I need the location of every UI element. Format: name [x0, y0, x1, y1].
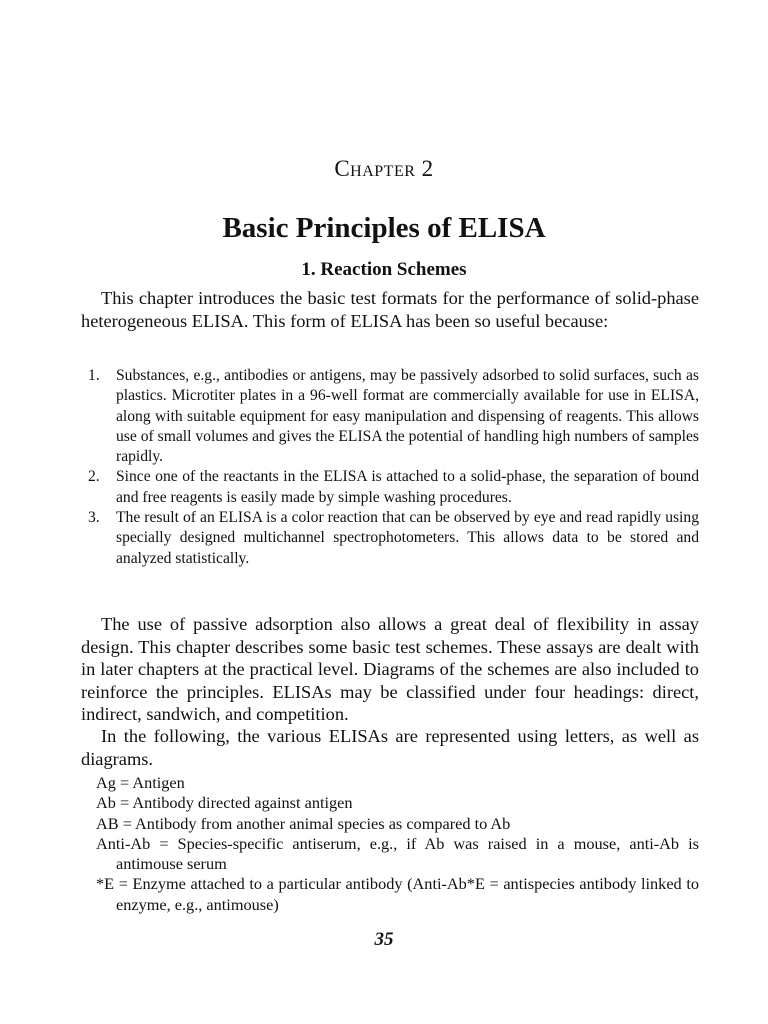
reason-number: 3.	[88, 509, 100, 527]
definition-item: AB = Antibody from another animal species as compared to Ab	[96, 813, 511, 833]
intro-paragraph: This chapter introduces the basic test formats for the performance of solid-phase heterogeneous ELISA. This form of ELISA has been so useful because:	[81, 288, 699, 331]
definition-item: Ab = Antibody directed against antigen	[96, 793, 353, 813]
reasons-list	[88, 366, 699, 569]
definition-item: Ag = Antigen	[96, 773, 185, 792]
reason-number: 1.	[88, 367, 100, 384]
reason-item	[88, 366, 699, 467]
definition-item: Anti-Ab = Species-specific antiserum, e.g., if Ab was raised in a mouse, anti-Ab is antimouse serum	[96, 833, 699, 874]
body-paragraph: In the following, the various ELISAs are represented using letters, as well as diagrams.	[81, 726, 699, 769]
definitions-list	[96, 773, 699, 915]
reason-text: Since one of the reactants in the ELISA is attached to a solid-phase, the separation of bound and free reagents is easily made by simple washing procedures.	[116, 468, 699, 506]
reason-item	[88, 508, 699, 569]
reason-text: Substances, e.g., antibodies or antigens, may be passively adsorbed to solid surfaces, such as plastics. Microtiter plates in a 96-well format are commercially available for use in ELISA, along with suitable equipment for easy manipulation and dispensing of reagents. This allows use of small volumes and gives the ELISA the potential of handling high numbers of samples rapidly.	[116, 367, 699, 466]
chapter-label: Chapter 2	[334, 156, 434, 181]
reason-text: The result of an ELISA is a color reaction that can be observed by eye and read rapidly using specially designed multichannel spectrophotometers. This allows data to be stored and analyzed statistically.	[116, 509, 699, 567]
reason-number: 2.	[88, 468, 100, 486]
page-number: 35	[374, 929, 394, 950]
definition-item: *E = Enzyme attached to a particular antibody (Anti-Ab*E = antispecies antibody linked to enzyme, e.g., antimouse)	[96, 874, 699, 914]
body-paragraph: The use of passive adsorption also allows a great deal of flexibility in assay design. This chapter describes some basic test schemes. These assays are dealt with in later chapters at the practical level. Diagrams of the schemes are also included to reinforce the principles. ELISAs may be classified under four headings: direct, indirect, sandwich, and competition.	[81, 614, 699, 725]
reason-item	[88, 467, 699, 508]
section-heading: 1. Reaction Schemes	[301, 259, 467, 280]
chapter-title: Basic Principles of ELISA	[222, 212, 546, 244]
